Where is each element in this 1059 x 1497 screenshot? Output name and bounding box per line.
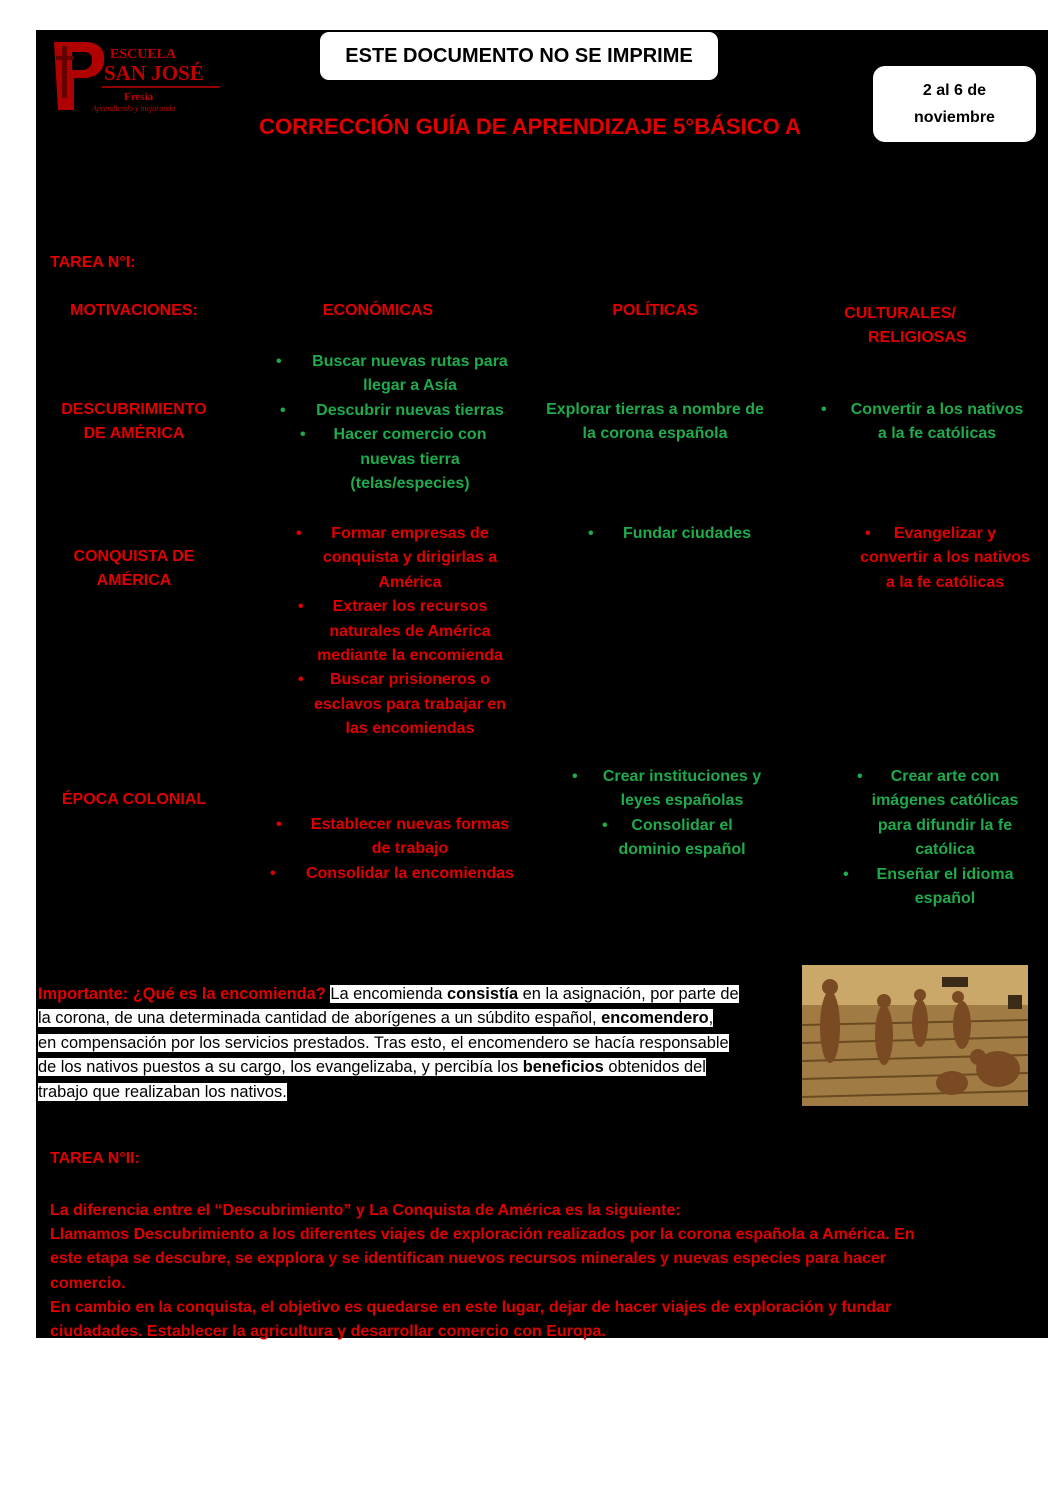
list-item: • Enseñar el idioma (843, 865, 1014, 883)
date-box (873, 66, 1036, 142)
list-item: • Fundar ciudades (588, 525, 752, 542)
encomienda-definition: Importante: ¿Qué es la encomienda? La encomienda consistía en la asignación, por parte de la corona, de una determinada cantidad de aborígenes a un súbdito español, encomendero, en compensación por los servicios prestados. Tras esto, el encomendero se hacía responsable de los nativos puestos a su cargo, los evangelizaba, y percibía los beneficios obtenidos del trabajo que realizaban los nativos. (38, 985, 739, 1101)
list-item: nuevas tierra (360, 450, 460, 468)
conquista-economicas: • Formar empresas de conquista y dirigirlas a América • Extraer los recursos naturales de América mediante la encomienda • Buscar prisioneros o esclavos para trabajar en las encomiendas (280, 522, 540, 742)
cross-icon (62, 46, 67, 98)
school-logo (48, 38, 228, 114)
tarea2-label: TAREA N°II: (50, 1150, 140, 1167)
row-label-descubrimiento: DESCUBRIMIENTO DE AMÉRICA (61, 401, 207, 443)
logo-line1: ESCUELA (110, 47, 177, 62)
list-item: • Convertir a los nativos (821, 401, 1024, 418)
descubrimiento-politicas: Explorar tierras a nombre de la corona española (546, 401, 764, 443)
colonial-culturales: • Crear arte con imágenes católicas para difundir la fe católica • Enseñar el idioma español (835, 765, 1035, 911)
row-label-epoca-colonial: ÉPOCA COLONIAL (61, 791, 207, 808)
colonial-politicas: • Crear instituciones y leyes españolas • Consolidar el dominio español (570, 765, 780, 863)
notice-text: ESTE DOCUMENTO NO SE IMPRIME (345, 44, 693, 67)
encomienda-question: Importante: ¿Qué es la encomienda? (38, 985, 326, 1003)
list-item: • Consolidar la encomiendas (270, 864, 515, 882)
tarea2-answer: La diferencia entre el “Descubrimiento” y La Conquista de América es la siguiente: Llamamos Descubrimiento a los diferentes viajes de exploración realizados por la corona española a América. En este etapa se descubre, se expplora y se identifican nuevos recursos minerales y nuevas especies para hacer comercio. En cambio en la conquista, el objetivo es quedarse en este lugar, dejar de hacer viajes de exploración y fundar ciudadades. Establecer la agricultura y desarrollar comercio con Europa. (50, 1202, 915, 1341)
encomienda-painting-image (802, 965, 1028, 1106)
logo-line3: Fresia (124, 91, 154, 103)
list-item: • Establecer nuevas formas (276, 816, 510, 833)
header-economicas: ECONÓMICAS (322, 302, 434, 319)
list-item: • Buscar prisioneros o (298, 671, 491, 689)
date-line1: 2 al 6 de (922, 82, 987, 99)
list-item: • Crear instituciones y (572, 768, 762, 785)
list-item: • Buscar nuevas rutas para (276, 353, 508, 370)
conquista-culturales: • Evangelizar y convertir a los nativos a la fe católicas (845, 522, 1045, 595)
list-item: • Descubrir nuevas tierras (280, 401, 504, 419)
descubrimiento-economicas (270, 350, 550, 496)
header-motivaciones: MOTIVACIONES: (70, 302, 198, 319)
list-item: • Hacer comercio con (300, 426, 487, 444)
conquista-politicas (580, 522, 780, 546)
document-black-panel (36, 30, 1048, 1338)
list-item: • Crear arte con (857, 768, 1000, 785)
date-line2: noviembre (914, 109, 995, 126)
header-culturales-line1: CULTURALES/ (844, 305, 956, 322)
colonial-economicas: • Establecer nuevas formas de trabajo • Consolidar la encomiendas (270, 813, 550, 886)
header-politicas: POLÍTICAS (612, 302, 698, 319)
list-item: • Evangelizar y (865, 525, 997, 542)
list-item: • Formar empresas de (296, 525, 489, 542)
list-item: • Consolidar el (602, 816, 733, 834)
header-culturales-line2: RELIGIOSAS (868, 329, 967, 347)
notice-banner (320, 32, 718, 80)
list-item: (telas/especies) (350, 475, 470, 493)
header-culturales (840, 302, 967, 351)
p-letter-icon (54, 42, 104, 110)
logo-line4: Aprendiendo y mejorando (92, 104, 176, 113)
list-item: llegar a Asía (363, 377, 457, 395)
list-item: • Extraer los recursos (298, 598, 488, 616)
page-title: CORRECCIÓN GUÍA DE APRENDIZAJE 5°BÁSICO A (259, 114, 801, 139)
logo-line2: SAN JOSÉ (104, 61, 204, 85)
tarea1-label: TAREA N°I: (50, 254, 136, 271)
descubrimiento-culturales: • Convertir a los nativos a la fe católicas (815, 398, 1045, 447)
row-label-conquista: CONQUISTA DE AMÉRICA (73, 548, 195, 590)
